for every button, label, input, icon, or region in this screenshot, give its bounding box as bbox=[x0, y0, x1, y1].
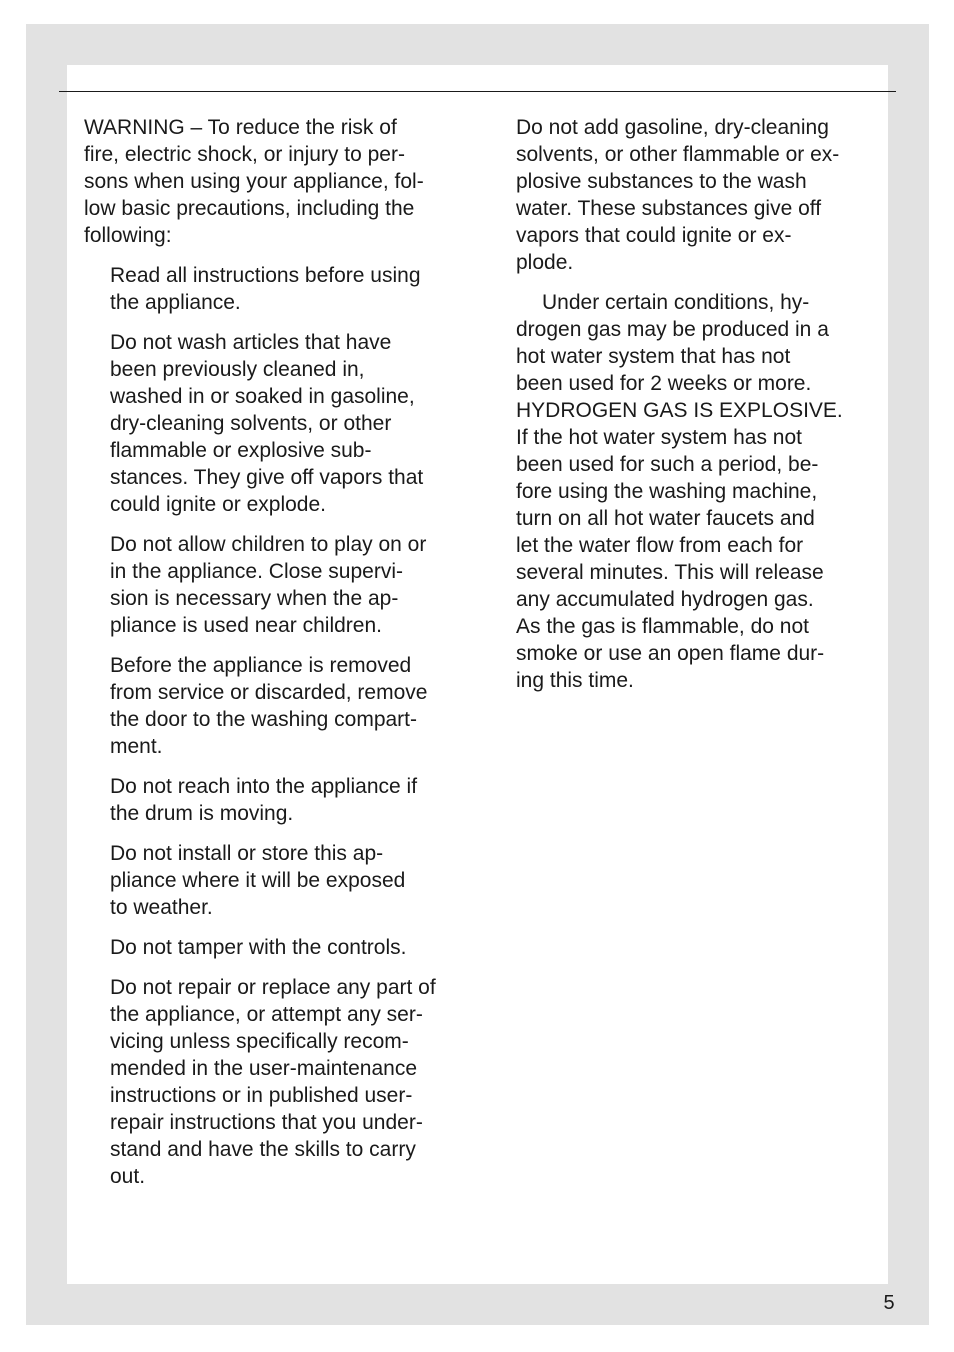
page-number: 5 bbox=[883, 1292, 895, 1314]
instruction-item: Do not allow children to play on or in the appliance. Close supervi- sion is necessary when the ap- pliance is used near children. bbox=[110, 533, 427, 637]
instruction-item: Read all instructions before using the appliance. bbox=[110, 264, 421, 314]
instruction-item: Before the appliance is removed from service or discarded, remove the door to the washing compart- ment. bbox=[110, 654, 428, 758]
left-column bbox=[84, 114, 468, 1203]
instruction-item: Do not tamper with the controls. bbox=[110, 936, 407, 959]
hydrogen-warning: Under certain conditions, hy- drogen gas may be produced in a hot water system that has not been used for 2 weeks or more. HYDROGEN GAS IS EXPLOSIVE. If the hot water system has not been used for such a period, be- fore using the washing machine, turn on all hot water faucets and let the water flow from each for several minutes. This will release any accumulated hydrogen gas. As the gas is flammable, do not smoke or use an open flame dur- ing this time. bbox=[516, 291, 843, 692]
right-column bbox=[516, 114, 866, 707]
header-rule bbox=[59, 91, 896, 92]
gasoline-warning: Do not add gasoline, dry-cleaning solvents, or other flammable or ex- plosive substances to the wash water. These substances give off vapors that could ignite or ex- plode. bbox=[516, 116, 840, 274]
instruction-item: Do not reach into the appliance if the drum is moving. bbox=[110, 775, 418, 825]
warning-intro: WARNING – To reduce the risk of fire, electric shock, or injury to per- sons when using your appliance, fol- low basic precautions, including the following: bbox=[84, 116, 424, 247]
instruction-item: Do not repair or replace any part of the appliance, or attempt any ser- vicing unless specifically recom- mended in the user-maintenance instructions or in published user- repair instructions that you under- stand and have the skills to carry out. bbox=[110, 976, 436, 1188]
instruction-item: Do not install or store this ap- pliance where it will be exposed to weather. bbox=[110, 842, 406, 919]
instruction-item: Do not wash articles that have been previously cleaned in, washed in or soaked in gasoline, dry-cleaning solvents, or other flammable or explosive sub- stances. They give off vapors that could ignite or explode. bbox=[110, 331, 424, 516]
